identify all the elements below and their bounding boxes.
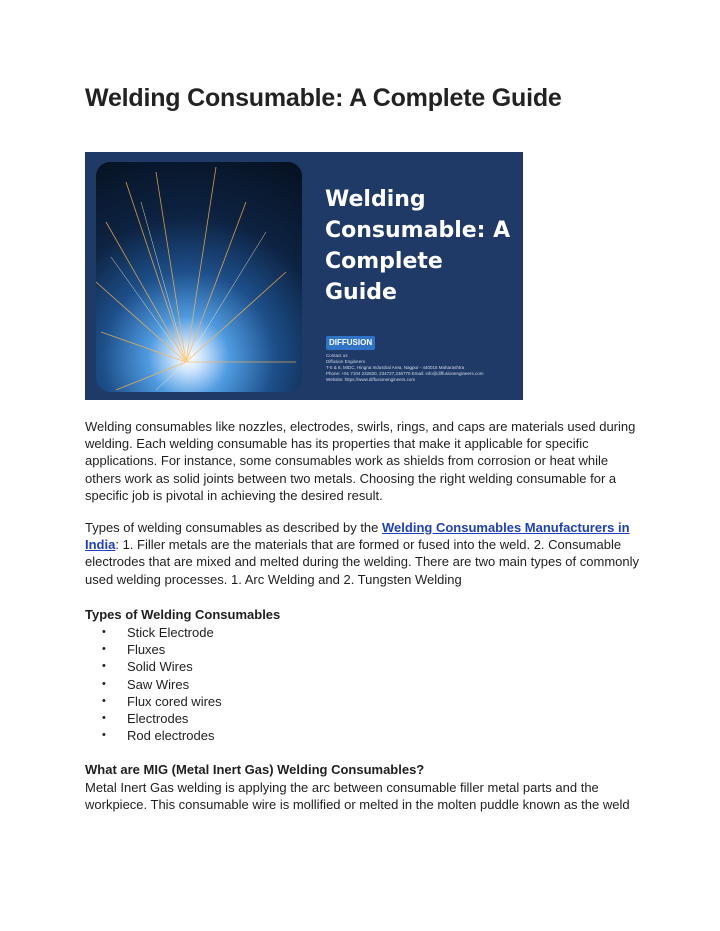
mig-heading: What are MIG (Metal Inert Gas) Welding Consumables?	[85, 762, 425, 777]
mig-paragraph: Metal Inert Gas welding is applying the arc between consumable filler metal parts and the workpiece. This consumable wire is mollified or melted in the molten puddle known as the weld	[85, 780, 630, 813]
banner-image	[85, 152, 523, 400]
bullet-icon: •	[102, 626, 106, 638]
contact-line: Contact us	[326, 353, 348, 358]
bullet-icon: •	[102, 711, 106, 724]
contact-line: T-5 & 6, MIDC, Hingna Industrial Area, Nagpur - 440016 Maharashtra	[326, 365, 465, 370]
list-item-text: Flux cored wires	[127, 693, 222, 709]
contact-line: Website: https://www.diffusionengineers.com	[326, 377, 416, 382]
banner-contact	[326, 353, 516, 383]
spark-rays	[96, 162, 302, 392]
diffusion-logo: DIFFUSION	[326, 336, 375, 350]
list-item-text: Stick Electrode	[127, 625, 214, 640]
bullet-icon: •	[102, 694, 106, 707]
welding-sparks-photo	[96, 162, 302, 392]
contact-line: Phone: +91 7104 232820, 234727,236770 Email: info@diffusionengineers.com	[326, 371, 484, 376]
types-heading: Types of Welding Consumables	[85, 607, 281, 622]
banner-title-line: Consumable: A	[325, 218, 511, 243]
manufacturers-link[interactable]: Welding Consumables Manufacturers in India	[85, 520, 630, 553]
list-item-text: Rod electrodes	[127, 728, 215, 744]
bullet-icon: •	[102, 660, 106, 673]
bullet-icon: •	[102, 729, 106, 742]
bullet-icon: •	[102, 643, 106, 656]
bullet-icon: •	[102, 677, 106, 690]
page-title: Welding Consumable: A Complete Guide	[85, 84, 562, 112]
intro-paragraph: Welding consumables like nozzles, electrodes, swirls, rings, and caps are materials used during welding. Each welding consumable has its properties that make it applicable for specific applications. For instance, some consumables work as shields from corrosion or heat while others work as solid joints between two metals. Choosing the right welding consumable for a specific job is pivotal in achieving the desired result.	[85, 419, 636, 503]
banner-title-line: Guide	[325, 280, 397, 305]
banner-title-line: Welding	[325, 187, 426, 212]
banner-title	[325, 184, 515, 308]
types-text-before: Types of welding consumables as described by the	[85, 520, 383, 535]
contact-line: Diffusion Engineers	[326, 359, 365, 364]
types-paragraph	[85, 519, 645, 588]
list-item-text: Electrodes	[127, 710, 189, 726]
list-item-text: Solid Wires	[127, 659, 193, 675]
banner-title-line: Complete	[325, 249, 443, 274]
types-text-after: : 1. Filler metals are the materials that are formed or fused into the weld. 2. Consumable electrodes that are mixed and melted during the welding. There are two main types of commonly used welding processes. 1. Arc Welding and 2. Tungsten Welding	[85, 537, 639, 587]
list-item-text: Saw Wires	[127, 676, 190, 692]
list-item-text: Fluxes	[127, 642, 166, 658]
